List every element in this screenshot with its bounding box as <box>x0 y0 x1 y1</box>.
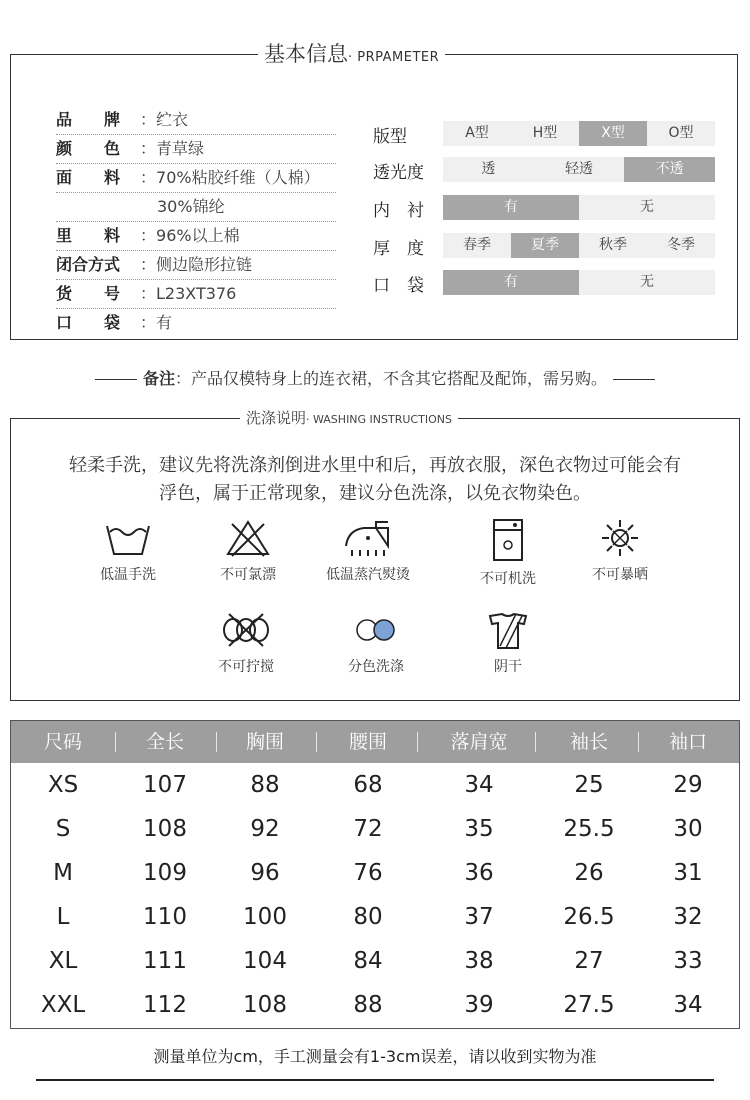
table-cell: XXL <box>40 992 86 1018</box>
table-cell: 108 <box>243 992 287 1018</box>
attribute-label: 透光度 <box>373 163 424 183</box>
attribute-options <box>443 157 715 182</box>
table-cell: 25 <box>574 772 604 798</box>
spec-separator: ： <box>140 168 157 187</box>
spec-value: 30%锦纶 <box>157 197 225 216</box>
washing-description-line: 浮色，属于正常现象，建议分色洗涤，以免衣物染色。 <box>159 483 591 504</box>
wash-label: 不可拧搅 <box>218 659 274 675</box>
wash-item-steam-iron <box>308 518 428 584</box>
table-cell: 96 <box>250 860 280 886</box>
wash-item-no-wring <box>186 610 306 676</box>
wash-item-no-sun-dry <box>560 518 680 584</box>
table-cell: 112 <box>143 992 187 1018</box>
table-cell: 72 <box>353 816 383 842</box>
attribute-options <box>443 195 715 220</box>
table-cell: 88 <box>250 772 280 798</box>
size-table-header-cell: 尺码 <box>43 731 82 753</box>
size-table-header-cell: 落肩宽 <box>450 731 508 753</box>
spec-key: 口 袋 <box>56 313 121 332</box>
table-cell: 36 <box>464 860 494 886</box>
bottom-divider <box>36 1079 714 1081</box>
remark-text: ：产品仅模特身上的连衣裙，不含其它搭配及配饰，需另购。 <box>175 369 608 388</box>
wash-item-hand-wash <box>68 518 188 584</box>
table-cell: 111 <box>143 948 187 974</box>
divider <box>613 379 655 380</box>
spec-separator: ： <box>140 110 157 129</box>
table-cell: 39 <box>464 992 494 1018</box>
attribute-option: 透 <box>443 157 534 182</box>
spec-row <box>56 163 336 193</box>
table-cell: 100 <box>243 904 287 930</box>
attribute-label: 版型 <box>373 127 407 147</box>
table-cell: 25.5 <box>563 816 615 842</box>
spec-row <box>56 221 336 251</box>
spec-separator: ： <box>140 313 157 332</box>
attribute-option: 无 <box>579 195 715 220</box>
table-cell: 110 <box>143 904 187 930</box>
spec-row <box>56 134 336 164</box>
header-separator <box>316 732 317 752</box>
size-table-header-cell: 全长 <box>145 731 184 753</box>
spec-value: 青草绿 <box>156 139 205 158</box>
table-cell: 88 <box>353 992 383 1018</box>
wash-label: 分色洗涤 <box>348 659 404 675</box>
attribute-option-selected: 夏季 <box>511 233 579 258</box>
measurement-note: 测量单位为cm，手工测量会有1-3cm误差，请以收到实物为准 <box>153 1047 597 1066</box>
header-separator <box>216 732 217 752</box>
wash-label: 低温蒸汽熨烫 <box>326 567 410 583</box>
spec-row <box>56 308 336 337</box>
attribute-option-selected: X型 <box>579 121 647 146</box>
parameters-subtitle: · PRPAMETER <box>348 50 440 65</box>
size-table-header <box>11 721 739 763</box>
table-cell: 27.5 <box>563 992 615 1018</box>
table-cell: 109 <box>143 860 187 886</box>
table-cell: 26.5 <box>563 904 615 930</box>
washing-description-line: 轻柔手洗，建议先将洗涤剂倒进水里中和后，再放衣服，深色衣物过可能会有 <box>69 455 681 476</box>
size-table-header-cell: 袖口 <box>668 731 707 753</box>
washing-description <box>25 452 725 508</box>
no-bleach-icon <box>224 518 272 558</box>
wash-label: 不可机洗 <box>480 571 536 587</box>
remark-prefix: 备注 <box>142 369 175 388</box>
hand-wash-icon <box>104 518 152 558</box>
wash-item-no-bleach <box>188 518 308 584</box>
table-cell: 31 <box>673 860 703 886</box>
attribute-option: 秋季 <box>579 233 647 258</box>
washing-title-text: 洗涤说明 <box>246 409 307 427</box>
spec-key: 品 牌 <box>56 110 121 129</box>
attribute-option: O型 <box>647 121 715 146</box>
wash-label: 不可氯漂 <box>220 567 276 583</box>
spec-separator: ： <box>140 284 157 303</box>
spec-value: 侧边隐形拉链 <box>156 255 253 274</box>
no-machine-wash-icon <box>488 518 528 562</box>
wash-item-separate-wash <box>316 610 436 676</box>
size-table-header-cell: 胸围 <box>245 731 284 753</box>
table-cell: 27 <box>574 948 604 974</box>
spec-key: 颜 色 <box>56 139 121 158</box>
table-cell: 26 <box>574 860 604 886</box>
spec-key: 货 号 <box>56 284 121 303</box>
size-table <box>10 720 740 1029</box>
spec-value: 纻衣 <box>156 110 189 129</box>
table-cell: 30 <box>673 816 703 842</box>
size-table-header-cell: 袖长 <box>569 731 608 753</box>
table-cell: 108 <box>143 816 187 842</box>
attribute-options <box>443 233 715 258</box>
table-cell: 34 <box>464 772 494 798</box>
table-cell: 33 <box>673 948 703 974</box>
attribute-option: 无 <box>579 270 715 295</box>
remark-note <box>0 366 750 389</box>
spec-value: 96%以上棉 <box>156 226 240 245</box>
parameters-title-text: 基本信息 <box>264 42 348 66</box>
spec-value: 有 <box>156 313 173 332</box>
attribute-label: 内 衬 <box>373 201 424 221</box>
divider <box>95 379 137 380</box>
separate-wash-icon <box>352 610 400 650</box>
attribute-option-selected: 有 <box>443 270 579 295</box>
attribute-label: 厚 度 <box>373 239 424 259</box>
table-cell: 68 <box>353 772 383 798</box>
attribute-option: H型 <box>511 121 579 146</box>
size-table-header-cell: 腰围 <box>348 731 387 753</box>
table-cell: 104 <box>243 948 287 974</box>
table-cell: 84 <box>353 948 383 974</box>
attribute-option: 冬季 <box>647 233 715 258</box>
washing-title <box>240 407 458 428</box>
no-sun-dry-icon <box>598 518 642 558</box>
table-cell: 35 <box>464 816 494 842</box>
spec-row <box>56 279 336 309</box>
shade-dry-icon <box>486 610 530 650</box>
spec-row <box>56 192 336 222</box>
header-separator <box>638 732 639 752</box>
header-separator <box>417 732 418 752</box>
attribute-option-selected: 不透 <box>624 157 715 182</box>
attribute-options <box>443 270 715 295</box>
attribute-option: 轻透 <box>534 157 625 182</box>
wash-item-shade-dry <box>448 610 568 676</box>
spec-separator: ： <box>140 255 157 274</box>
table-cell: 32 <box>673 904 703 930</box>
table-cell: XL <box>48 948 78 974</box>
wash-label: 阴干 <box>494 659 522 675</box>
wash-label: 不可暴晒 <box>592 567 648 583</box>
table-cell: XS <box>47 772 79 798</box>
attribute-options <box>443 121 715 146</box>
wash-item-no-machine-wash <box>448 518 568 588</box>
table-cell: 34 <box>673 992 703 1018</box>
spec-row <box>56 105 336 135</box>
no-wring-icon <box>219 610 273 650</box>
table-cell: 76 <box>353 860 383 886</box>
header-separator <box>115 732 116 752</box>
spec-key: 面 料 <box>56 168 121 187</box>
attribute-option: 春季 <box>443 233 511 258</box>
table-cell: M <box>53 860 73 886</box>
attribute-label: 口 袋 <box>373 276 424 296</box>
table-cell: 107 <box>143 772 187 798</box>
table-cell: 37 <box>464 904 494 930</box>
spec-key: 闭合方式 <box>56 255 121 274</box>
washing-subtitle: · WASHING INSTRUCTIONS <box>306 413 452 426</box>
table-cell: 92 <box>250 816 280 842</box>
spec-row <box>56 250 336 280</box>
table-cell: 38 <box>464 948 494 974</box>
table-cell: L <box>56 904 70 930</box>
spec-separator: ： <box>140 139 157 158</box>
wash-label: 低温手洗 <box>100 567 156 583</box>
attribute-option: A型 <box>443 121 511 146</box>
steam-iron-icon <box>342 518 394 558</box>
spec-separator: ： <box>140 226 157 245</box>
parameters-title <box>258 38 445 68</box>
table-cell: 80 <box>353 904 383 930</box>
spec-value: L23XT376 <box>156 284 237 303</box>
spec-value: 70%粘胶纤维（人棉） <box>156 168 320 187</box>
table-cell: 29 <box>673 772 703 798</box>
spec-key: 里 料 <box>56 226 121 245</box>
table-cell: S <box>55 816 71 842</box>
attribute-option-selected: 有 <box>443 195 579 220</box>
header-separator <box>535 732 536 752</box>
